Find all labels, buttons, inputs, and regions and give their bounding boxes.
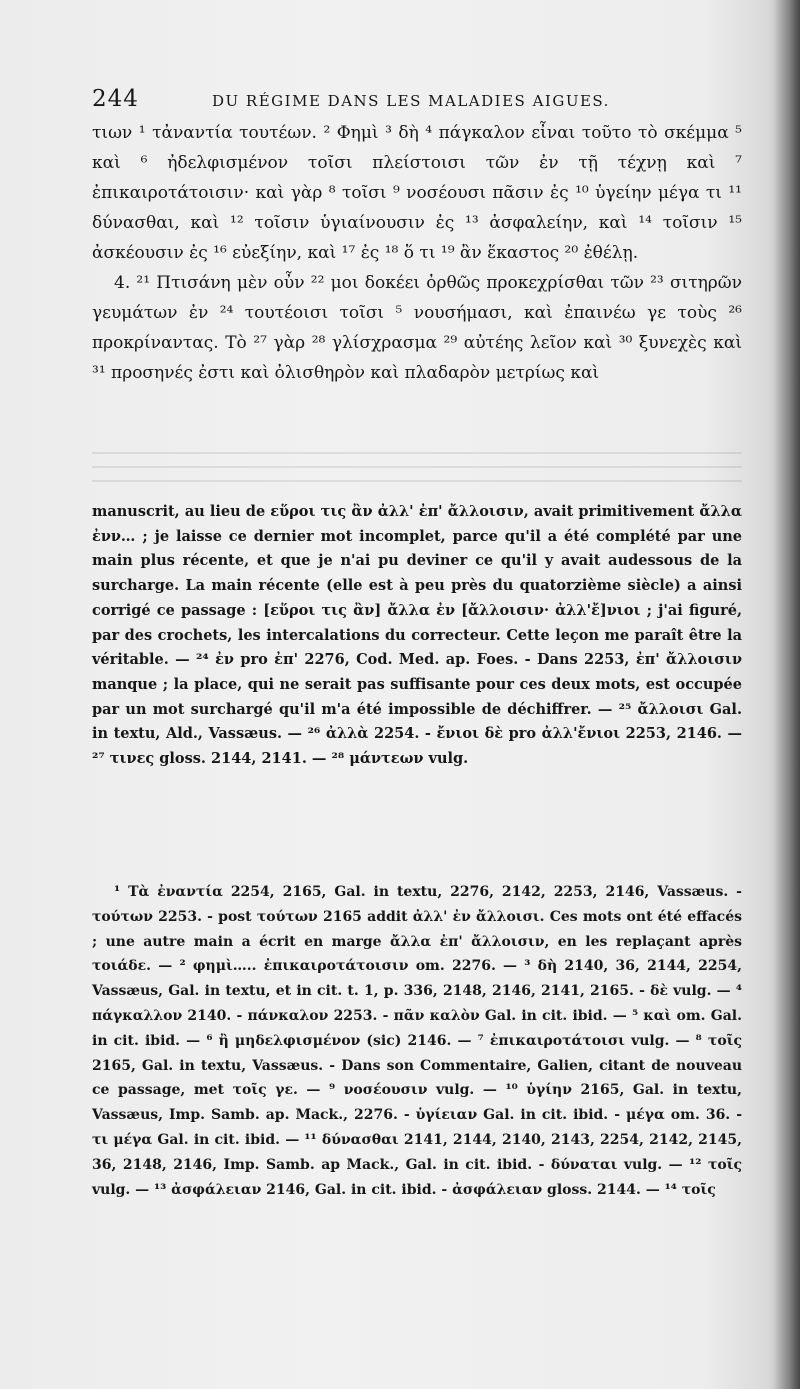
greek-paragraph: τιων ¹ τἀναντία τουτέων. ² Φημὶ ³ δὴ ⁴ πάγκαλον εἶναι τοῦτο τὸ σκέμμα ⁵ καὶ ⁶ ἠδελφισμένον τοῖσι πλείστοισι τῶν ἐν τῇ τέχνῃ καὶ ⁷ ἐπικαιροτάτοισιν· καὶ γὰρ ⁸ τοῖσι ⁹ νοσέουσι πᾶσιν ἐς ¹⁰ ὑγείην μέγα τι ¹¹ δύνασθαι, καὶ ¹² τοῖσιν ὑγιαίνουσιν ἐς ¹³ ἀσφαλείην, καὶ ¹⁴ τοῖσιν ¹⁵ ἀσκέουσιν ἐς ¹⁶ εὐεξίην, καὶ ¹⁷ ἐς ¹⁸ ὅ τι ¹⁹ ἂν ἕκαστος ²⁰ ἐθέλῃ.: [92, 123, 742, 263]
footnotes-paragraph: ¹ Τὰ ἐναντία 2254, 2165, Gal. in textu, 2276, 2142, 2253, 2146, Vassæus. - τούτων 2253. - post τούτων 2165 addit ἀλλ' ἐν ἄλλοισι. Ces mots ont été effacés ; une autre main a écrit en marge ἄλλα ἐπ' ἄλλοισιν, en les replaçant après τοιάδε. — ² φημὶ….. ἐπικαιροτάτοισιν om. 2276. — ³ δὴ 2140, 36, 2144, 2254, Vassæus, Gal. in textu, et in cit. t. 1, p. 336, 2148, 2146, 2141, 2165. - δὲ vulg. — ⁴ πάγκαλλον 2140. - πάνκαλον 2253. - πᾶν καλὸν Gal. in cit. ibid. — ⁵ καὶ om. Gal. in cit. ibid. — ⁶ ἢ μηδελφισμένον (sic) 2146. — ⁷ ἐπικαιροτάτοισι vulg. — ⁸ τοῖς 2165, Gal. in textu, Vassæus. - Dans son Commentaire, Galien, citant de nouveau ce passage, met τοῖς γε. — ⁹ νοσέουσιν vulg. — ¹⁰ ὑγίην 2165, Gal. in textu, Vassæus, Imp. Samb. ap. Mack., 2276. - ὑγίειαν Gal. in cit. ibid. - μέγα om. 36. - τι μέγα Gal. in cit. ibid. — ¹¹ δύνασθαι 2141, 2144, 2140, 2143, 2254, 2142, 2145, 36, 2148, 2146, Imp. Samb. ap Mack., Gal. in cit. ibid. - δύναται vulg. — ¹² τοῖς vulg. — ¹³ ἀσφάλειαν 2146, Gal. in cit. ibid. - ἀσφάλειαν gloss. 2144. — ¹⁴ τοῖς: [92, 884, 742, 1198]
variant-notes: [92, 500, 742, 772]
greek-paragraph: 4. ²¹ Πτισάνη μὲν οὖν ²² μοι δοκέει ὀρθῶς προκεχρίσθαι τῶν ²³ σιτηρῶν γευμάτων ἐν ²⁴ τουτέοισι τοῖσι ⁵ νουσήμασι, καὶ ἐπαινέω γε τοὺς ²⁶ προκρίναντας. Τὸ ²⁷ γὰρ ²⁸ γλίσχρασμα ²⁹ αὐτέης λεῖον καὶ ³⁰ ξυνεχὲς καὶ ³¹ προσηνές ἐστι καὶ ὀλισθηρὸν καὶ πλαδαρὸν μετρίως καὶ: [92, 273, 742, 383]
variant-notes-paragraph: manuscrit, au lieu de εὕροι τις ἂν ἀλλ' ἐπ' ἄλλοισιν, avait primitivement ἄλλα ἐνν… ; je laisse ce dernier mot incomplet, parce qu'il a été complété par une main plus récente, et que je n'ai pu deviner ce qu'il y avait audessous de la surcharge. La main récente (elle est à peu près du quatorzième siècle) a ainsi corrigé ce passage : [εὕροι τις ἂν] ἄλλα ἐν [ἄλλοισιν· ἀλλ'ἔ]νιοι ; j'ai figuré, par des crochets, les intercalations du correcteur. Cette leçon me paraît être la véritable. — ²⁴ ἐν pro ἐπ' 2276, Cod. Med. ap. Foes. - Dans 2253, ἐπ' ἄλλοισιν manque ; la place, qui ne serait pas suffisante pour ces deux mots, est occupée par un mot surchargé qu'il m'a été impossible de déchiffrer. — ²⁵ ἄλλοισι Gal. in textu, Ald., Vassæus. — ²⁶ ἀλλὰ 2254. - ἔνιοι δὲ pro ἀλλ'ἔνιοι 2253, 2146. — ²⁷ τινες gloss. 2144, 2141. — ²⁸ μάντεων vulg.: [92, 503, 742, 768]
page-header: [92, 86, 742, 116]
footnotes: [92, 880, 742, 1202]
greek-main-text: [92, 118, 742, 388]
running-title: DU RÉGIME DANS LES MALADIES AIGUES.: [212, 92, 610, 110]
page-edge-shadow: [774, 0, 800, 1389]
bleed-through-text: [92, 452, 742, 492]
page-number: 244: [92, 86, 139, 112]
